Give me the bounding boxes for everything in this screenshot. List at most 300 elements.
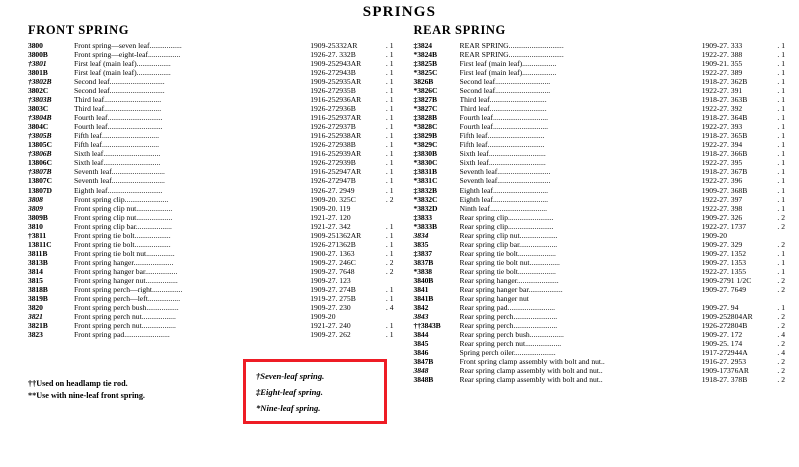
- part-number: 3821: [28, 311, 43, 321]
- table-row: [28, 276, 394, 285]
- part-years: 1919-27: [310, 293, 336, 303]
- part-group-number: . 7649: [727, 284, 746, 294]
- part-group-number: . 393: [727, 122, 743, 132]
- part-group-number: . 366B: [727, 149, 748, 159]
- part-years: 1926-27: [310, 185, 336, 195]
- part-description: Sixth leaf..............................: [459, 158, 546, 168]
- part-years: 1922-27: [701, 158, 727, 168]
- part-description: Sixth leaf..............................: [74, 158, 161, 168]
- table-row: [414, 348, 786, 357]
- table-row: [28, 195, 394, 204]
- part-number: †3801: [28, 59, 47, 69]
- part-quantity: . 2: [777, 320, 785, 330]
- part-number: 3802C: [28, 86, 49, 96]
- part-years: 1909-25: [701, 311, 727, 321]
- part-quantity: . 1: [385, 50, 394, 60]
- part-description: Rear spring clamp assembly with bolt and nut..: [459, 366, 603, 376]
- part-number: 3841B: [413, 293, 434, 303]
- part-description: Front spring clip bar...................: [74, 221, 172, 231]
- front-spring-footnotes: [28, 378, 145, 402]
- table-row: [28, 68, 394, 77]
- part-description: Front spring perch nut..................: [74, 320, 176, 330]
- part-years: 1918-27: [701, 375, 727, 385]
- part-quantity: . 1: [777, 131, 785, 141]
- part-number: ‡3827B: [413, 95, 437, 105]
- part-description: Second leaf.............................: [459, 77, 551, 87]
- part-number: 3811B: [28, 248, 48, 258]
- part-description: Spring perch oiler......................: [459, 348, 556, 358]
- part-description: First leaf (main leaf)..................: [459, 59, 557, 69]
- part-group-number: 2943AR: [335, 59, 362, 69]
- part-description: Rear spring tie bolt....................: [459, 248, 556, 258]
- table-row: [28, 294, 394, 303]
- part-group-number: . 1355: [727, 266, 746, 276]
- part-years: 1909-27: [701, 212, 727, 222]
- part-description: REAR SPRING.............................: [459, 41, 564, 50]
- part-number: 3843: [413, 311, 429, 321]
- part-years: 1909-27: [701, 257, 727, 267]
- table-row: [414, 276, 786, 285]
- table-row: [414, 231, 786, 240]
- part-years: 1926-27: [310, 158, 336, 168]
- part-group-number: 2939B: [335, 158, 356, 168]
- part-quantity: . 4: [385, 302, 394, 312]
- rear-spring-column: [400, 23, 790, 384]
- part-group-number: 1362AR: [335, 230, 362, 240]
- part-description: Third leaf..............................: [459, 95, 547, 105]
- part-description: Fifth leaf..............................: [74, 131, 159, 141]
- table-row: [28, 59, 394, 68]
- part-years: 1922-27: [701, 203, 727, 213]
- table-row: [28, 330, 394, 339]
- part-number: 13806C: [28, 158, 52, 168]
- part-quantity: . 4: [777, 330, 785, 339]
- part-quantity: . 2: [777, 221, 785, 231]
- part-years: 1922-27: [701, 221, 727, 231]
- part-years: 1909-27: [701, 41, 727, 50]
- part-years: 1926-27: [310, 50, 336, 60]
- part-quantity: . 1: [777, 68, 785, 78]
- part-description: Seventh leaf............................: [74, 176, 165, 186]
- part-quantity: . 2: [777, 339, 785, 349]
- part-group-number: . 355: [727, 59, 743, 69]
- part-quantity: . 1: [385, 131, 394, 141]
- part-years: 1918-27: [701, 167, 727, 177]
- table-row: [414, 167, 786, 176]
- part-number: 3845: [413, 339, 429, 349]
- part-years: 1922-27: [701, 86, 727, 96]
- part-quantity: . 2: [385, 257, 394, 267]
- table-row: [28, 204, 394, 213]
- part-quantity: [382, 312, 394, 321]
- part-description: Third leaf..............................: [74, 104, 162, 114]
- part-years: 1909-20: [310, 311, 336, 321]
- part-description: Eighth leaf.............................: [459, 185, 549, 195]
- part-number: †3811: [28, 230, 47, 240]
- table-row: [414, 122, 786, 131]
- part-number: 3818B: [28, 284, 48, 294]
- part-group-number: . 1352: [727, 248, 746, 258]
- part-quantity: . 2: [777, 275, 785, 285]
- part-quantity: . 1: [385, 239, 394, 249]
- rear-spring-heading: REAR SPRING: [413, 23, 506, 37]
- table-row: [414, 86, 786, 95]
- part-quantity: . 2: [777, 357, 785, 367]
- part-number: *3830C: [413, 158, 438, 168]
- part-years: 1909-25: [310, 59, 336, 69]
- part-years: 1916-25: [310, 95, 336, 105]
- part-description: Front spring tie bolt nut...............: [74, 248, 175, 258]
- part-group-number: 2947B: [335, 176, 356, 186]
- part-group-number: . 123: [335, 275, 351, 285]
- table-row: [28, 158, 394, 167]
- part-quantity: . 2: [385, 266, 394, 276]
- part-quantity: . 1: [777, 104, 785, 114]
- part-group-number: . 326: [727, 212, 743, 222]
- part-description: Front spring perch nut..................: [74, 311, 176, 321]
- part-number: *3826C: [413, 86, 438, 96]
- part-years: 1909-25: [310, 230, 336, 240]
- part-quantity: . 1: [385, 284, 394, 294]
- part-number: ‡3833: [413, 212, 432, 222]
- part-quantity: . 1: [777, 257, 785, 267]
- table-row: [414, 267, 786, 276]
- part-group-number: . 1737: [727, 221, 746, 231]
- part-group-number: 2804B: [727, 320, 748, 330]
- part-description: Second leaf.............................: [459, 86, 551, 96]
- part-quantity: . 2: [777, 212, 785, 222]
- part-years: 1909-27: [701, 248, 727, 258]
- part-group-number: 2935B: [335, 86, 356, 96]
- part-description: Rear spring clip........................: [459, 212, 554, 222]
- part-years: 1909-27: [310, 284, 336, 294]
- part-number: 3837B: [413, 257, 434, 267]
- part-description: Rear spring clip bar....................: [459, 239, 558, 249]
- table-row: [414, 285, 786, 294]
- part-quantity: . 1: [777, 113, 785, 123]
- part-description: Second leaf.............................: [74, 86, 165, 96]
- part-description: Front spring clip nut...................: [74, 203, 173, 213]
- part-number: 3809B: [28, 212, 48, 222]
- part-number: 3846: [413, 348, 429, 358]
- part-number: *3831C: [413, 176, 438, 186]
- part-quantity: . 2: [777, 366, 785, 376]
- part-quantity: . 1: [777, 149, 785, 159]
- part-number: *3833B: [413, 221, 437, 231]
- part-years: 1918-27: [701, 149, 727, 159]
- table-row: [414, 321, 786, 330]
- table-row: [414, 77, 786, 86]
- part-years: 1909-27: [310, 330, 336, 339]
- part-number: 3820: [28, 302, 43, 312]
- part-description: Rear spring perch.......................: [459, 311, 558, 321]
- part-number: ‡3830B: [413, 149, 437, 159]
- part-group-number: . 119: [335, 203, 351, 213]
- part-quantity: . 1: [385, 176, 394, 186]
- part-years: 1926-27: [310, 176, 336, 186]
- part-years: 1918-27: [701, 113, 727, 123]
- part-description: Rear spring clamp assembly with bolt and nut..: [459, 375, 603, 385]
- part-years: 1909-25: [310, 77, 336, 87]
- table-row: [28, 149, 394, 158]
- part-number: 3821B: [28, 320, 48, 330]
- part-years: 1909-27: [310, 275, 336, 285]
- part-group-number: . 378B: [727, 375, 748, 385]
- part-quantity: . 1: [777, 158, 785, 168]
- part-number: *3825C: [413, 68, 438, 78]
- part-quantity: . 1: [385, 86, 394, 96]
- table-row: [414, 149, 786, 158]
- part-description: Fifth leaf..............................: [459, 131, 545, 141]
- part-group-number: 2939AR: [335, 149, 362, 159]
- part-description: Front spring clip.......................: [74, 194, 169, 204]
- part-years: 1909-27: [310, 257, 336, 267]
- part-description: Front spring tie bolt...................: [74, 230, 171, 240]
- table-row: [28, 312, 394, 321]
- part-quantity: . 1: [777, 176, 785, 186]
- table-row: [414, 195, 786, 204]
- part-description: REAR SPRING.............................: [459, 50, 564, 60]
- part-description: Fourth leaf.............................: [74, 113, 163, 123]
- part-group-number: 2947AR: [335, 167, 362, 177]
- part-number: 3840B: [413, 275, 434, 285]
- part-years: 1926-27: [310, 104, 336, 114]
- part-years: 1922-27: [701, 266, 727, 276]
- part-years: 1926-27: [310, 68, 336, 78]
- part-group-number: 376AR: [727, 366, 749, 376]
- part-group-number: . 2949: [335, 185, 355, 195]
- part-group-number: . 389: [727, 68, 743, 78]
- part-number: ‡3837: [413, 248, 432, 258]
- table-row: [28, 321, 394, 330]
- part-quantity: . 1: [385, 113, 394, 123]
- part-description: Front spring hanger.....................: [74, 257, 174, 267]
- part-description: Second leaf.............................: [74, 77, 165, 87]
- part-years: 1921-27: [310, 320, 336, 330]
- part-years: 1900-27: [310, 248, 336, 258]
- part-description: Seventh leaf............................: [74, 167, 165, 177]
- part-description: Fourth leaf.............................: [74, 122, 163, 132]
- part-group-number: 2935AR: [335, 77, 362, 87]
- part-years: 1922-27: [701, 140, 727, 150]
- table-row: [414, 249, 786, 258]
- part-description: Front spring—eight-leaf.................: [74, 50, 181, 60]
- part-quantity: . 2: [777, 311, 785, 321]
- part-years: 1926-27: [310, 140, 336, 150]
- table-row: [28, 249, 394, 258]
- table-row: [28, 213, 394, 222]
- table-row: [414, 366, 786, 375]
- part-group-number: 2936B: [335, 104, 356, 114]
- part-number: 3813B: [28, 257, 48, 267]
- part-years: 1918-27: [701, 131, 727, 141]
- part-group-number: . 172: [727, 330, 743, 339]
- footnote-line: ††Used on headlamp tie rod.: [28, 379, 128, 388]
- part-quantity: . 2: [777, 239, 785, 249]
- part-quantity: . 1: [777, 50, 785, 60]
- part-years: 1909-17: [701, 366, 727, 376]
- document-page: [0, 4, 799, 467]
- part-quantity: . 1: [777, 167, 785, 177]
- part-number: 3848: [413, 366, 429, 376]
- part-years: 1909-21: [701, 59, 727, 69]
- part-number: 3844: [413, 330, 429, 339]
- part-group-number: . 262: [335, 330, 351, 339]
- part-quantity: . 1: [777, 59, 785, 69]
- part-quantity: . 1: [385, 59, 394, 69]
- part-years: 1909-25: [310, 41, 336, 50]
- part-group-number: 2938B: [335, 140, 356, 150]
- part-number: 13807D: [28, 185, 52, 195]
- part-group-number: 2943B: [335, 68, 356, 78]
- part-quantity: . 1: [385, 230, 394, 240]
- table-row: [414, 186, 786, 195]
- table-row: [414, 213, 786, 222]
- part-years: 1921-27: [310, 221, 336, 231]
- part-quantity: . 1: [777, 41, 785, 50]
- part-years: 1926-27: [310, 239, 336, 249]
- part-group-number: 2937B: [335, 122, 356, 132]
- part-description: Fourth leaf.............................: [459, 122, 549, 132]
- part-group-number: [727, 294, 773, 303]
- part-number: 3804C: [28, 122, 49, 132]
- part-group-number: . 365B: [727, 131, 748, 141]
- part-group-number: 332AR: [335, 41, 358, 50]
- part-number: 3826B: [413, 77, 434, 87]
- part-quantity: . 1: [777, 185, 785, 195]
- part-quantity: . 1: [385, 221, 394, 231]
- part-group-number: . 362B: [727, 77, 748, 87]
- part-description: Fourth leaf.............................: [459, 113, 549, 123]
- part-description: Front spring tie bolt...................: [74, 239, 171, 249]
- table-row: [414, 222, 786, 231]
- part-quantity: . 1: [385, 167, 394, 177]
- table-row: [414, 140, 786, 149]
- part-quantity: [382, 276, 394, 285]
- part-description: Seventh leaf............................: [459, 167, 551, 177]
- part-years: 1909-27: [310, 266, 336, 276]
- table-row: [414, 59, 786, 68]
- table-row: [28, 167, 394, 176]
- table-row: [28, 285, 394, 294]
- part-description: First leaf (main leaf)..................: [74, 68, 171, 78]
- part-quantity: . 2: [385, 194, 394, 204]
- table-row: [414, 176, 786, 185]
- table-row: [28, 240, 394, 249]
- part-quantity: . 1: [385, 330, 394, 339]
- part-quantity: [382, 204, 394, 213]
- part-years: 1916-27: [701, 357, 727, 367]
- part-number: 3803C: [28, 104, 49, 114]
- table-row: [414, 204, 786, 213]
- part-description: First leaf (main leaf)..................: [459, 68, 557, 78]
- part-quantity: . 1: [385, 158, 394, 168]
- part-quantity: . 1: [777, 77, 785, 87]
- part-description: Rear spring tie bolt....................: [459, 266, 556, 276]
- part-description: Front spring perch—left.................: [74, 293, 181, 303]
- part-number: 13807C: [28, 176, 52, 186]
- part-group-number: . 174: [727, 339, 743, 349]
- part-number: 3809: [28, 203, 43, 213]
- part-group-number: . 368B: [727, 185, 748, 195]
- part-description: Rear spring perch.......................: [459, 320, 558, 330]
- part-quantity: . 1: [777, 248, 785, 258]
- part-quantity: . 1: [385, 185, 394, 195]
- table-row: [414, 375, 786, 384]
- part-group-number: . 333: [727, 41, 743, 50]
- part-description: Third leaf..............................: [74, 95, 162, 105]
- part-description: Front spring clip nut...................: [74, 212, 173, 222]
- table-row: [414, 113, 786, 122]
- table-row: [414, 158, 786, 167]
- part-number: 13805C: [28, 140, 52, 150]
- part-quantity: [773, 231, 785, 240]
- part-number: ‡3825B: [413, 59, 437, 69]
- part-quantity: . 1: [777, 266, 785, 276]
- part-number: 3815: [28, 275, 43, 285]
- part-group-number: 91 1/2C: [727, 275, 752, 285]
- part-number: †3805B: [28, 131, 52, 141]
- page-title: SPRINGS: [362, 4, 437, 20]
- part-number: 3819B: [28, 293, 48, 303]
- table-row: [414, 303, 786, 312]
- part-number: 3841: [413, 284, 429, 294]
- part-group-number: . 395: [727, 158, 743, 168]
- rear-spring-table: [414, 41, 786, 384]
- part-number: *3828C: [413, 122, 438, 132]
- part-description: Front spring perch—right................: [74, 284, 183, 294]
- part-description: Rear spring clip nut....................: [459, 230, 558, 240]
- part-quantity: . 1: [385, 293, 394, 303]
- part-quantity: . 1: [385, 122, 394, 132]
- part-years: 1926-27: [310, 86, 336, 96]
- part-years: 1921-27: [310, 212, 336, 222]
- part-number: 3834: [413, 230, 429, 240]
- part-years: 1918-27: [701, 95, 727, 105]
- table-row: [414, 330, 786, 339]
- table-row: [28, 122, 394, 131]
- part-years: [685, 294, 727, 303]
- part-years: 1916-25: [310, 149, 336, 159]
- part-years: 1922-27: [701, 122, 727, 132]
- table-row: [414, 339, 786, 348]
- part-description: Front spring—seven leaf.................: [74, 41, 182, 50]
- table-row: [28, 41, 394, 50]
- part-quantity: . 1: [385, 320, 394, 330]
- part-years: 1916-25: [310, 167, 336, 177]
- part-years: 1917-27: [701, 348, 727, 358]
- part-number: 3808: [28, 194, 43, 204]
- part-group-number: . 1363: [335, 248, 355, 258]
- part-group-number: [727, 231, 773, 240]
- part-quantity: . 2: [777, 375, 785, 385]
- part-quantity: . 1: [777, 302, 785, 312]
- table-row: [28, 186, 394, 195]
- part-description: Front spring pad........................: [74, 330, 170, 339]
- part-description: Rear spring tie bolt nut................: [459, 257, 560, 267]
- part-description: Rear spring perch bush..................: [459, 330, 564, 339]
- part-years: 1922-27: [701, 68, 727, 78]
- part-number: 3801B: [28, 68, 48, 78]
- table-row: [414, 41, 786, 50]
- part-description: Eighth leaf.............................: [74, 185, 163, 195]
- part-description: Seventh leaf............................: [459, 176, 551, 186]
- part-years: 1909-27: [701, 185, 727, 195]
- part-quantity: . 2: [777, 284, 785, 294]
- part-group-number: 2804AR: [727, 311, 753, 321]
- table-row: [28, 86, 394, 95]
- table-row: [414, 104, 786, 113]
